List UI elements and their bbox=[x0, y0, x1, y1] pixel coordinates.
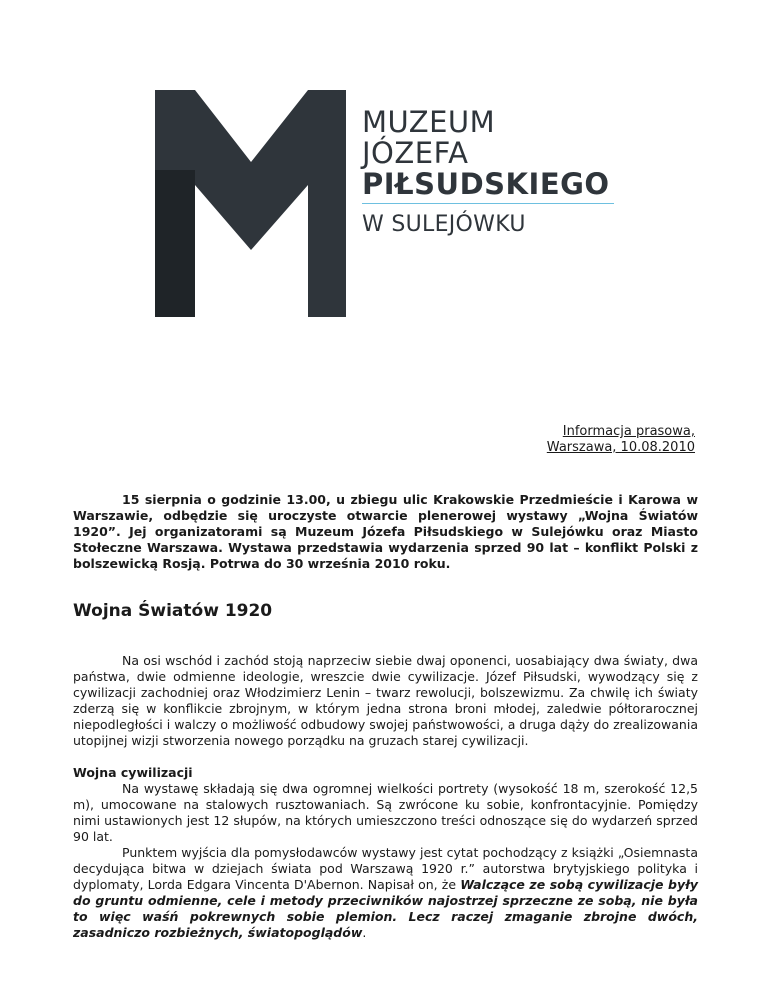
section-heading: Wojna Światów 1920 bbox=[73, 601, 273, 621]
logo-wordmark bbox=[362, 107, 614, 238]
quote-intro: Punktem wyjścia dla pomysłodawców wystawy jest cytat pochodzący z książki „Osiemnasta decydująca bitwa w dziejach świata pod Warszawą 1920 r.” autorstwa brytyjskiego polityka i dyplomaty, Lorda Edgara Vincenta D'Abernon. Napisał on, że bbox=[73, 845, 698, 892]
m-logo-mark-icon bbox=[155, 90, 346, 317]
dabernon-quote: Walczące ze sobą cywilizacje były do gruntu odmienne, cele i metody przeciwników najostrzej sprzeczne ze sobą, nie była to więc waśń pokrewnych sobie plemion. Lecz raczej zmaganie zbrojne dwóch, zasadniczo rozbieżnych, światopoglądów bbox=[73, 877, 698, 940]
press-label: Informacja prasowa, bbox=[562, 424, 695, 439]
logo-line-1: MUZEUM bbox=[362, 105, 496, 139]
logo-line-2: JÓZEFA bbox=[362, 136, 469, 170]
intro-paragraph: Na osi wschód i zachód stoją naprzeciw siebie dwaj oponenci, uosabiający dwa światy, dwa państwa, dwie odmienne ideologie, wreszcie dwie cywilizacje. Józef Piłsudski, wywodzący się z cywilizacji zachodniej oraz Włodzimierz Lenin – twarz rewolucji, bolszewizmu. Za chwilę ich światy zderzą się w konflikcie zbrojnym, w którym jedna strona broni młodej, zaledwie półtorarocznej niepodległości i walczy o możliwość odbudowy swojej państwowości, a druga dąży do zrealizowania utopijnej wizji stworzenia nowego porządku na gruzach starej cywilizacji. bbox=[73, 653, 698, 748]
museum-logo bbox=[155, 90, 625, 240]
lead-paragraph: 15 sierpnia o godzinie 13.00, u zbiegu ulic Krakowskie Przedmieście i Karowa w Warszawie, odbędzie się uroczyste otwarcie plenerowej wystawy „Wojna Światów 1920”. Jej organizatorami są Muzeum Józefa Piłsudskiego w Sulejówku oraz Miasto Stołeczne Warszawa. Wystawa przedstawia wydarzenia sprzed 90 lat – konflikt Polski z bolszewicką Rosją. Potrwa do 30 września 2010 roku. bbox=[73, 492, 698, 571]
body-text bbox=[73, 781, 698, 941]
exhibit-paragraph: Na wystawę składają się dwa ogromnej wielkości portrety (wysokość 18 m, szerokość 12,5 m), umocowane na stalowych rusztowaniach. Są zwrócone ku sobie, konfrontacyjnie. Pomiędzy nimi ustawionych jest 12 słupów, na których umieszczono treści odnoszące się do wydarzeń sprzed 90 lat. bbox=[73, 781, 698, 844]
press-date: Warszawa, 10.08.2010 bbox=[546, 440, 695, 455]
logo-line-4: W SULEJÓWKU bbox=[362, 212, 526, 237]
subheading: Wojna cywilizacji bbox=[73, 765, 193, 780]
quote-paragraph bbox=[73, 845, 698, 941]
quote-end: . bbox=[362, 925, 367, 940]
press-info bbox=[547, 424, 695, 456]
logo-line-3: PIŁSUDSKIEGO bbox=[362, 167, 610, 201]
logo-divider bbox=[362, 203, 614, 204]
